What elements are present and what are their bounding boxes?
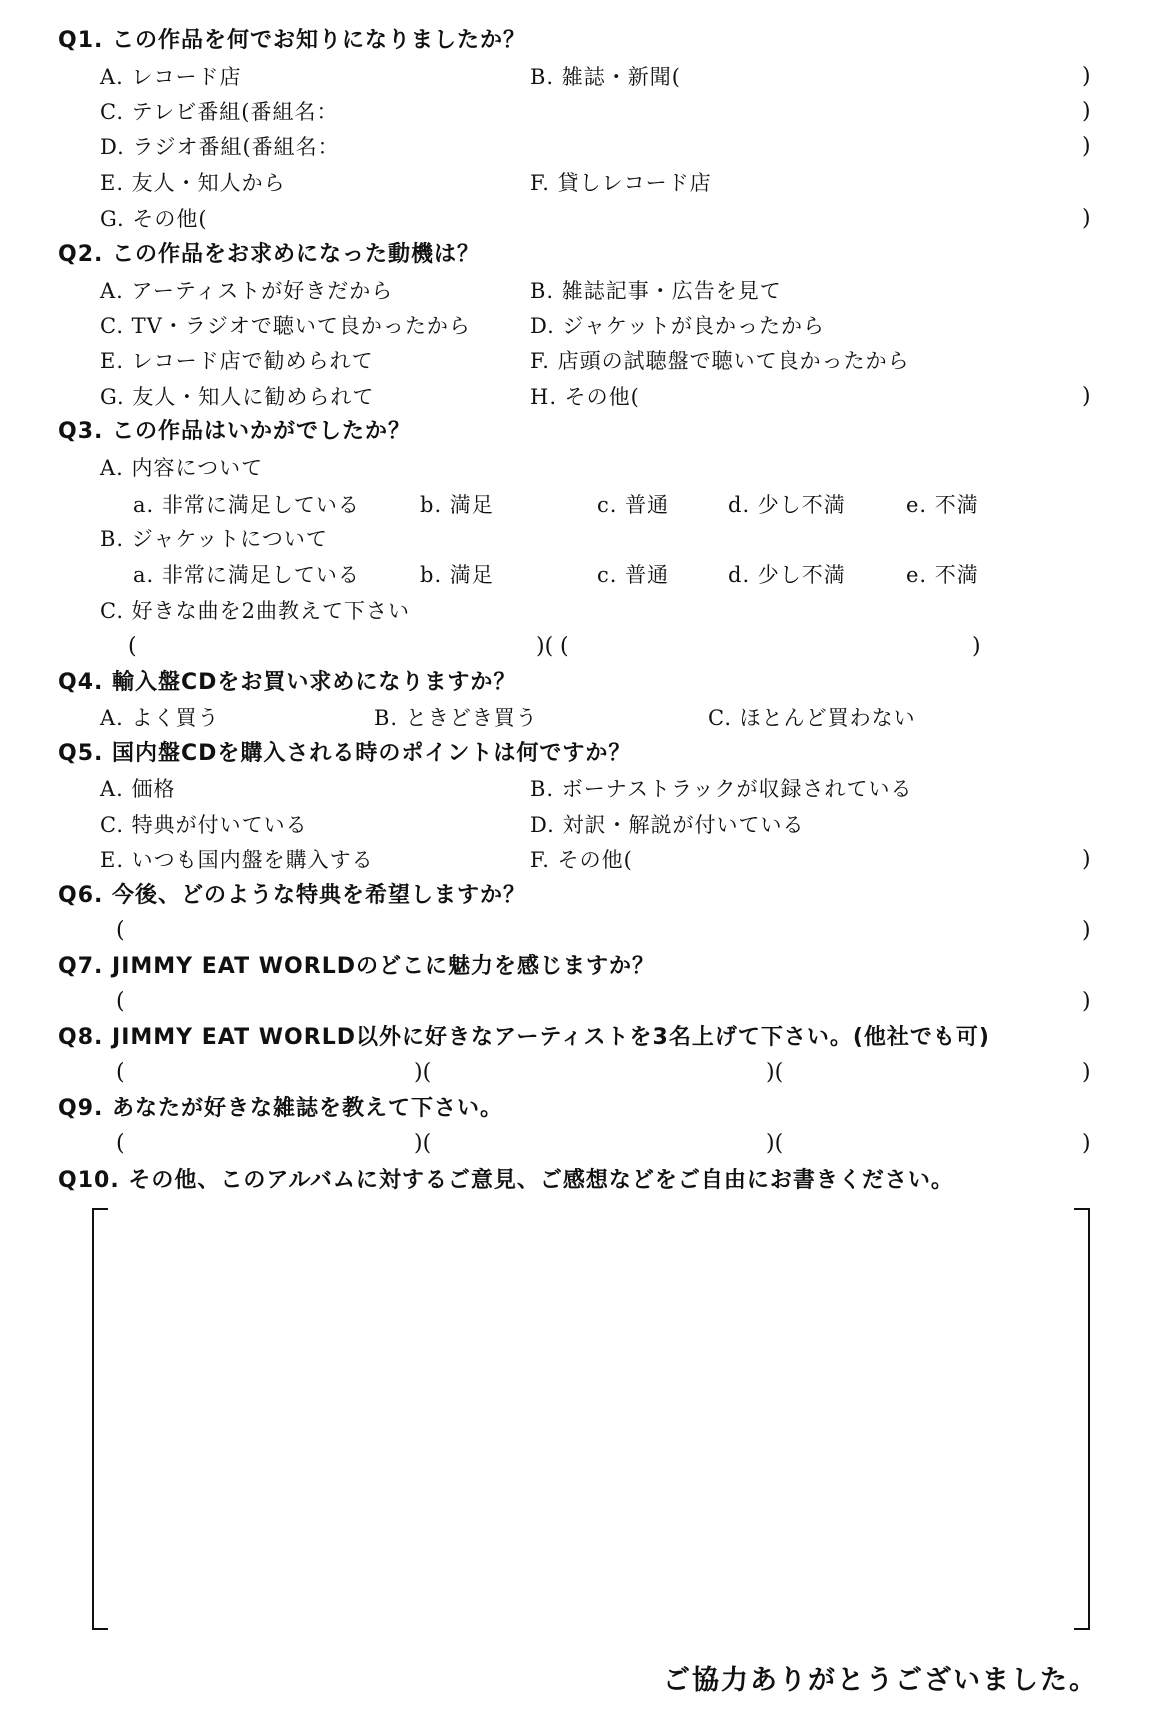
q9-separator-1[interactable]: )( [414,1131,432,1156]
q1-c-close-paren: ) [1082,99,1091,124]
q4-option-b[interactable]: B. ときどき買う [374,706,538,730]
q2-h-close-paren: ) [1082,384,1091,409]
q10-box-left-bracket [92,1208,108,1630]
q8-open-paren[interactable]: ( [116,1060,125,1085]
q4-option-a[interactable]: A. よく買う [100,706,220,730]
q5-option-e[interactable]: E. いつも国内盤を購入する [100,848,374,872]
q10-title: Q10. その他、このアルバムに対するご意見、ご感想などをご自由にお書きください。 [58,1168,954,1193]
q4-option-c[interactable]: C. ほとんど買わない [708,706,916,730]
q1-option-a[interactable]: A. レコード店 [100,65,242,89]
q2-option-b[interactable]: B. 雑誌記事・広告を見て [530,279,782,303]
q3-song2-open-paren[interactable]: ( [560,634,569,659]
q6-open-paren[interactable]: ( [116,918,125,943]
q3-b-rating-c[interactable]: c. 普通 [597,563,670,587]
q3-b-rating-e[interactable]: e. 不満 [906,563,979,587]
q3-c-label: C. 好きな曲を2曲教えて下さい [100,599,411,623]
q2-title: Q2. この作品をお求めになった動機は？ [58,242,481,267]
q3-a-rating-b[interactable]: b. 満足 [420,493,494,517]
q7-title: Q7. JIMMY EAT WORLDのどこに魅力を感じますか？ [58,954,655,979]
q6-title: Q6. 今後、どのような特典を希望しますか？ [58,883,527,908]
q1-option-c[interactable]: C. テレビ番組(番組名： [100,100,339,124]
q3-b-rating-a[interactable]: a. 非常に満足している [133,563,360,587]
q3-song-separator[interactable]: )( [536,634,554,659]
q3-a-rating-a[interactable]: a. 非常に満足している [133,493,360,517]
q1-option-b[interactable]: B. 雑誌・新聞( [530,65,681,89]
q10-comment-box[interactable] [92,1208,1090,1626]
q2-option-a[interactable]: A. アーティストが好きだから [100,279,394,303]
q9-close-paren: ) [1082,1131,1091,1156]
q8-separator-1[interactable]: )( [414,1060,432,1085]
q3-a-rating-d[interactable]: d. 少し不満 [728,493,846,517]
q9-title: Q9. あなたが好きな雑誌を教えて下さい。 [58,1096,504,1121]
q8-close-paren: ) [1082,1060,1091,1085]
q2-option-g[interactable]: G. 友人・知人に勧められて [100,385,375,409]
q9-open-paren[interactable]: ( [116,1131,125,1156]
q1-option-d[interactable]: D. ラジオ番組(番組名： [100,135,340,159]
q1-d-close-paren: ) [1082,134,1091,159]
q2-option-c[interactable]: C. TV・ラジオで聴いて良かったから [100,314,471,338]
q5-f-close-paren: ) [1082,847,1091,872]
q5-option-b[interactable]: B. ボーナストラックが収録されている [530,777,913,801]
q1-title: Q1. この作品を何でお知りになりましたか？ [58,28,527,53]
q8-separator-2[interactable]: )( [766,1060,784,1085]
q3-a-rating-c[interactable]: c. 普通 [597,493,670,517]
q3-b-label: B. ジャケットについて [100,527,328,551]
q5-option-c[interactable]: C. 特典が付いている [100,813,308,837]
q5-option-a[interactable]: A. 価格 [100,777,176,801]
q7-open-paren[interactable]: ( [116,989,125,1014]
q1-option-f[interactable]: F. 貸しレコード店 [530,171,712,195]
q2-option-h[interactable]: H. その他( [530,385,640,409]
q5-option-f[interactable]: F. その他( [530,848,633,872]
q7-close-paren: ) [1082,989,1091,1014]
q8-title: Q8. JIMMY EAT WORLD以外に好きなアーティストを3名上げて下さい。(他社でも可) [58,1025,990,1050]
q2-option-e[interactable]: E. レコード店で勧められて [100,349,374,373]
q5-option-d[interactable]: D. 対訳・解説が付いている [530,813,805,837]
q1-option-e[interactable]: E. 友人・知人から [100,171,286,195]
q3-b-rating-d[interactable]: d. 少し不満 [728,563,846,587]
q3-a-rating-e[interactable]: e. 不満 [906,493,979,517]
q9-separator-2[interactable]: )( [766,1131,784,1156]
q10-box-right-bracket [1074,1208,1090,1630]
q6-close-paren: ) [1082,918,1091,943]
q1-option-g[interactable]: G. その他( [100,207,208,231]
thanks-message: ご協力ありがとうございました。 [663,1665,1098,1696]
q3-title: Q3. この作品はいかがでしたか？ [58,419,412,444]
q5-title: Q5. 国内盤CDを購入される時のポイントは何ですか？ [58,741,632,766]
q3-song2-close-paren: ) [972,634,981,659]
q1-b-close-paren: ) [1082,64,1091,89]
q3-b-rating-b[interactable]: b. 満足 [420,563,494,587]
q1-g-close-paren: ) [1082,206,1091,231]
q2-option-d[interactable]: D. ジャケットが良かったから [530,314,825,338]
q3-song1-open-paren[interactable]: ( [128,634,137,659]
q3-a-label: A. 内容について [100,456,264,480]
q2-option-f[interactable]: F. 店頭の試聴盤で聴いて良かったから [530,349,910,373]
q4-title: Q4. 輸入盤CDをお買い求めになりますか？ [58,670,517,695]
